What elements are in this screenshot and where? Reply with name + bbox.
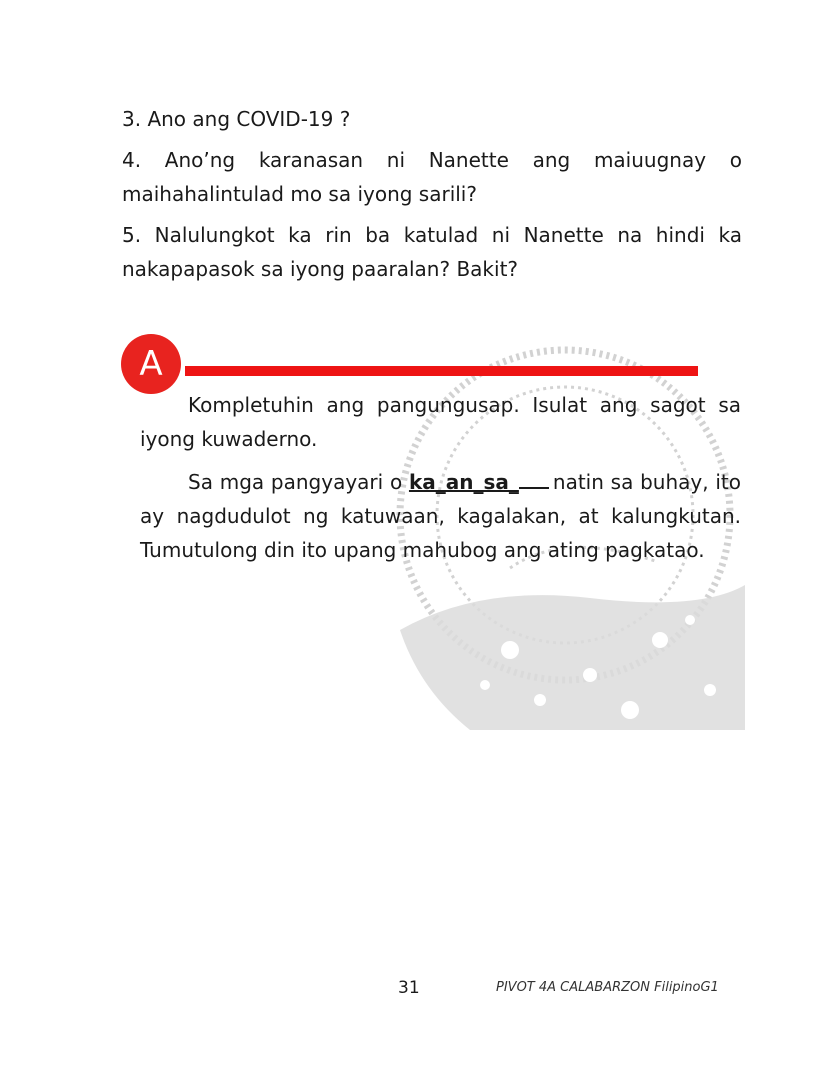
question-5: 5. Nalulungkot ka rin ba katulad ni Nanette na hindi ka nakapapasok sa iyong paaralan? Bakit? <box>122 223 742 281</box>
footer-title: PIVOT 4A CALABARZON FilipinoG1 <box>496 980 719 995</box>
section-divider <box>185 366 698 376</box>
question-4: 4. Ano’ng karanasan ni Nanette ang maiuugnay o maihahalintulad mo sa iyong sarili? <box>122 148 742 206</box>
passage-paragraph <box>140 465 741 567</box>
question-3: 3. Ano ang COVID-19 ? <box>122 107 351 131</box>
page-number: 31 <box>398 978 420 998</box>
section-badge: A <box>121 334 181 394</box>
blank-underline <box>519 469 549 489</box>
passage-text-before: Sa mga pangyayari o <box>188 470 409 494</box>
fill-in-blank-word: ka_an_sa_ <box>408 470 519 494</box>
passage-text-after: natin sa buhay, ito ay nagdudulot ng katuwaan, kagalakan, at kalungkutan. Tumutulong din ito upang mahubog ang ating pagkatao. <box>140 470 741 562</box>
instructions-paragraph: Kompletuhin ang pangungusap. Isulat ang sagot sa iyong kuwaderno. <box>140 393 741 451</box>
